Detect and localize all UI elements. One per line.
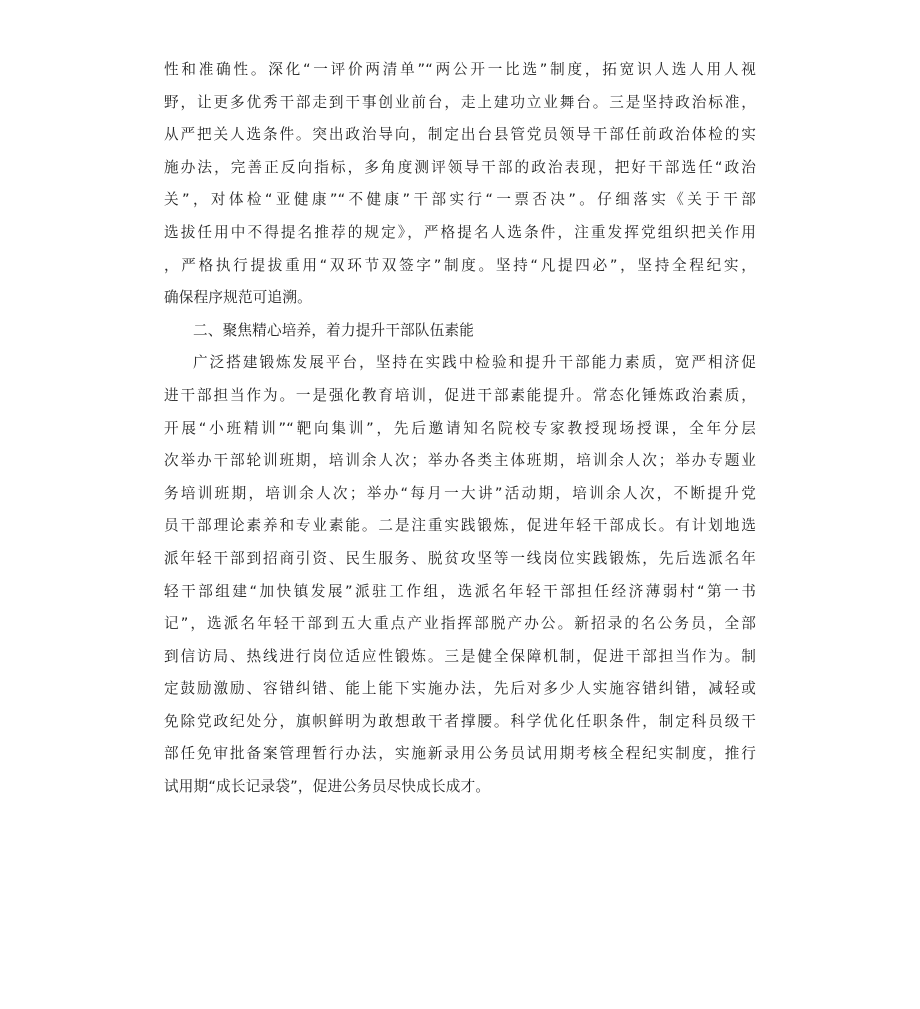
document-body	[164, 54, 756, 804]
heading-text: 二、聚焦精心培养，着力提升干部队伍素能	[193, 321, 475, 339]
text-line: 试用期“成长记录袋”，促进公务员尽快成长成才。	[164, 778, 491, 796]
text-line: ，严格执行提拔重用“双环节双签字”制度。坚持“凡提四必”，坚持全程纪实，	[164, 256, 756, 274]
text-line: 从严把关人选条件。突出政治导向，制定出台县管党员领导干部任前政治体检的实	[164, 126, 756, 144]
section-heading	[164, 315, 756, 348]
text-line: 次举办干部轮训班期，培训余人次；举办各类主体班期，培训余人次；举办专题业	[164, 452, 756, 470]
text-line: 进干部担当作为。一是强化教育培训，促进干部素能提升。常态化锤炼政治素质，	[164, 386, 756, 404]
text-line: 开展“小班精训”“靶向集训”，先后邀请知名院校专家教授现场授课，全年分层	[164, 419, 756, 437]
text-line: 部任免审批备案管理暂行办法，实施新录用公务员试用期考核全程纪实制度，推行	[164, 745, 756, 763]
text-line: 确保程序规范可追溯。	[164, 289, 312, 307]
text-line: 性和准确性。深化“一评价两清单”“两公开一比选”制度，拓宽识人选人用人视	[164, 61, 756, 78]
text-line: 定鼓励激励、容错纠错、能上能下实施办法，先后对多少人实施容错纠错，减轻或	[164, 680, 756, 698]
paragraph-1	[164, 54, 756, 315]
text-line: 免除党政纪处分，旗帜鲜明为敢想敢干者撑腰。科学优化任职条件，制定科员级干	[164, 712, 756, 730]
text-line: 员干部理论素养和专业素能。二是注重实践锻炼，促进年轻干部成长。有计划地选	[164, 517, 756, 535]
text-line: 广泛搭建锻炼发展平台，坚持在实践中检验和提升干部能力素质，宽严相济促	[193, 354, 756, 372]
text-line: 关”，对体检“亚健康”“不健康”干部实行“一票否决”。仔细落实《关于干部	[164, 191, 756, 209]
text-line: 记”，选派名年轻干部到五大重点产业指挥部脱产办公。新招录的名公务员，全部	[164, 615, 756, 633]
text-line: 派年轻干部到招商引资、民生服务、脱贫攻坚等一线岗位实践锻炼，先后选派名年	[164, 549, 756, 567]
text-line: 野，让更多优秀干部走到干事创业前台，走上建功立业舞台。三是坚持政治标准，	[164, 93, 756, 111]
paragraph-2	[164, 347, 756, 803]
text-line: 选拔任用中不得提名推荐的规定》，严格提名人选条件，注重发挥党组织把关作用	[164, 223, 756, 241]
text-line: 施办法，完善正反向指标，多角度测评领导干部的政治表现，把好干部选任“政治	[164, 158, 756, 176]
text-line: 到信访局、热线进行岗位适应性锻炼。三是健全保障机制，促进干部担当作为。制	[164, 647, 756, 665]
text-line: 务培训班期，培训余人次；举办“每月一大讲”活动期，培训余人次，不断提升党	[164, 484, 756, 502]
text-line: 轻干部组建“加快镇发展”派驻工作组，选派名年轻干部担任经济薄弱村“第一书	[164, 582, 756, 600]
